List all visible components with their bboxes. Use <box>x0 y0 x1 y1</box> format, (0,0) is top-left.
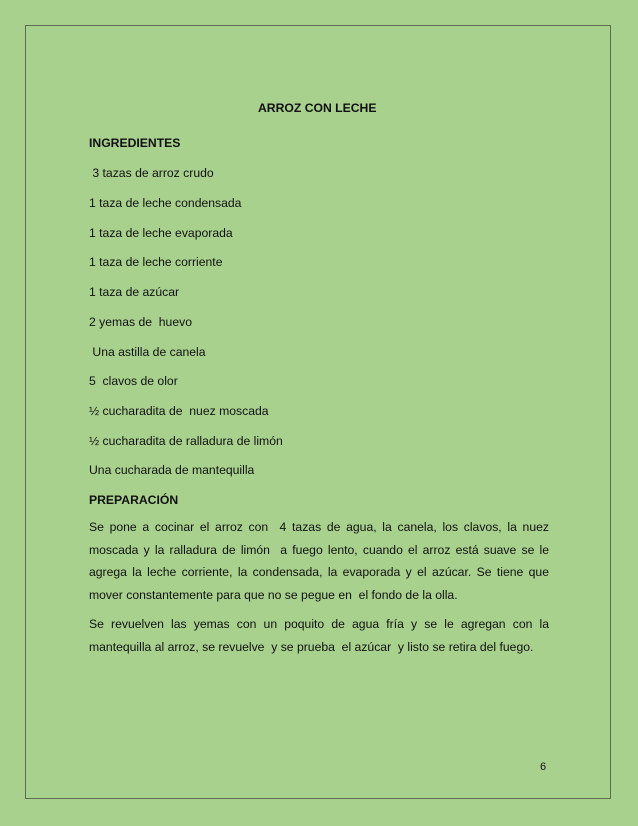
page-number: 6 <box>540 761 547 773</box>
ingredient-item: 2 yemas de huevo <box>89 315 192 329</box>
recipe-title: ARROZ CON LECHE <box>258 101 377 115</box>
ingredient-item: 5 clavos de olor <box>89 374 178 388</box>
ingredient-item: 3 tazas de arroz crudo <box>89 166 214 180</box>
ingredient-item: 1 taza de leche condensada <box>89 196 242 210</box>
ingredient-item: Una astilla de canela <box>89 345 206 359</box>
preparation-paragraph: Se pone a cocinar el arroz con 4 tazas de agua, la canela, los clavos, la nuez moscada y la ralladura de limón a fuego lento, cuando el arroz está suave se le agrega la leche corriente, la condensada, la evaporada y el azúcar. Se tiene que mover constantemente para que no se pegue en el fondo de la olla. <box>89 520 553 602</box>
ingredient-item: 1 taza de leche evaporada <box>89 226 233 240</box>
ingredient-item: 1 taza de azúcar <box>89 285 180 299</box>
preparation-heading: PREPARACIÓN <box>89 493 179 507</box>
ingredient-item: ½ cucharadita de nuez moscada <box>89 404 269 418</box>
preparation-paragraph: Se revuelven las yemas con un poquito de agua fría y se le agregan con la mantequilla al arroz, se revuelve y se prueba el azúcar y listo se retira del fuego. <box>89 617 553 654</box>
ingredients-heading: INGREDIENTES <box>89 136 181 150</box>
ingredient-item: ½ cucharadita de ralladura de limón <box>89 434 283 448</box>
ingredient-item: 1 taza de leche corriente <box>89 255 223 269</box>
ingredient-item: Una cucharada de mantequilla <box>89 463 255 477</box>
